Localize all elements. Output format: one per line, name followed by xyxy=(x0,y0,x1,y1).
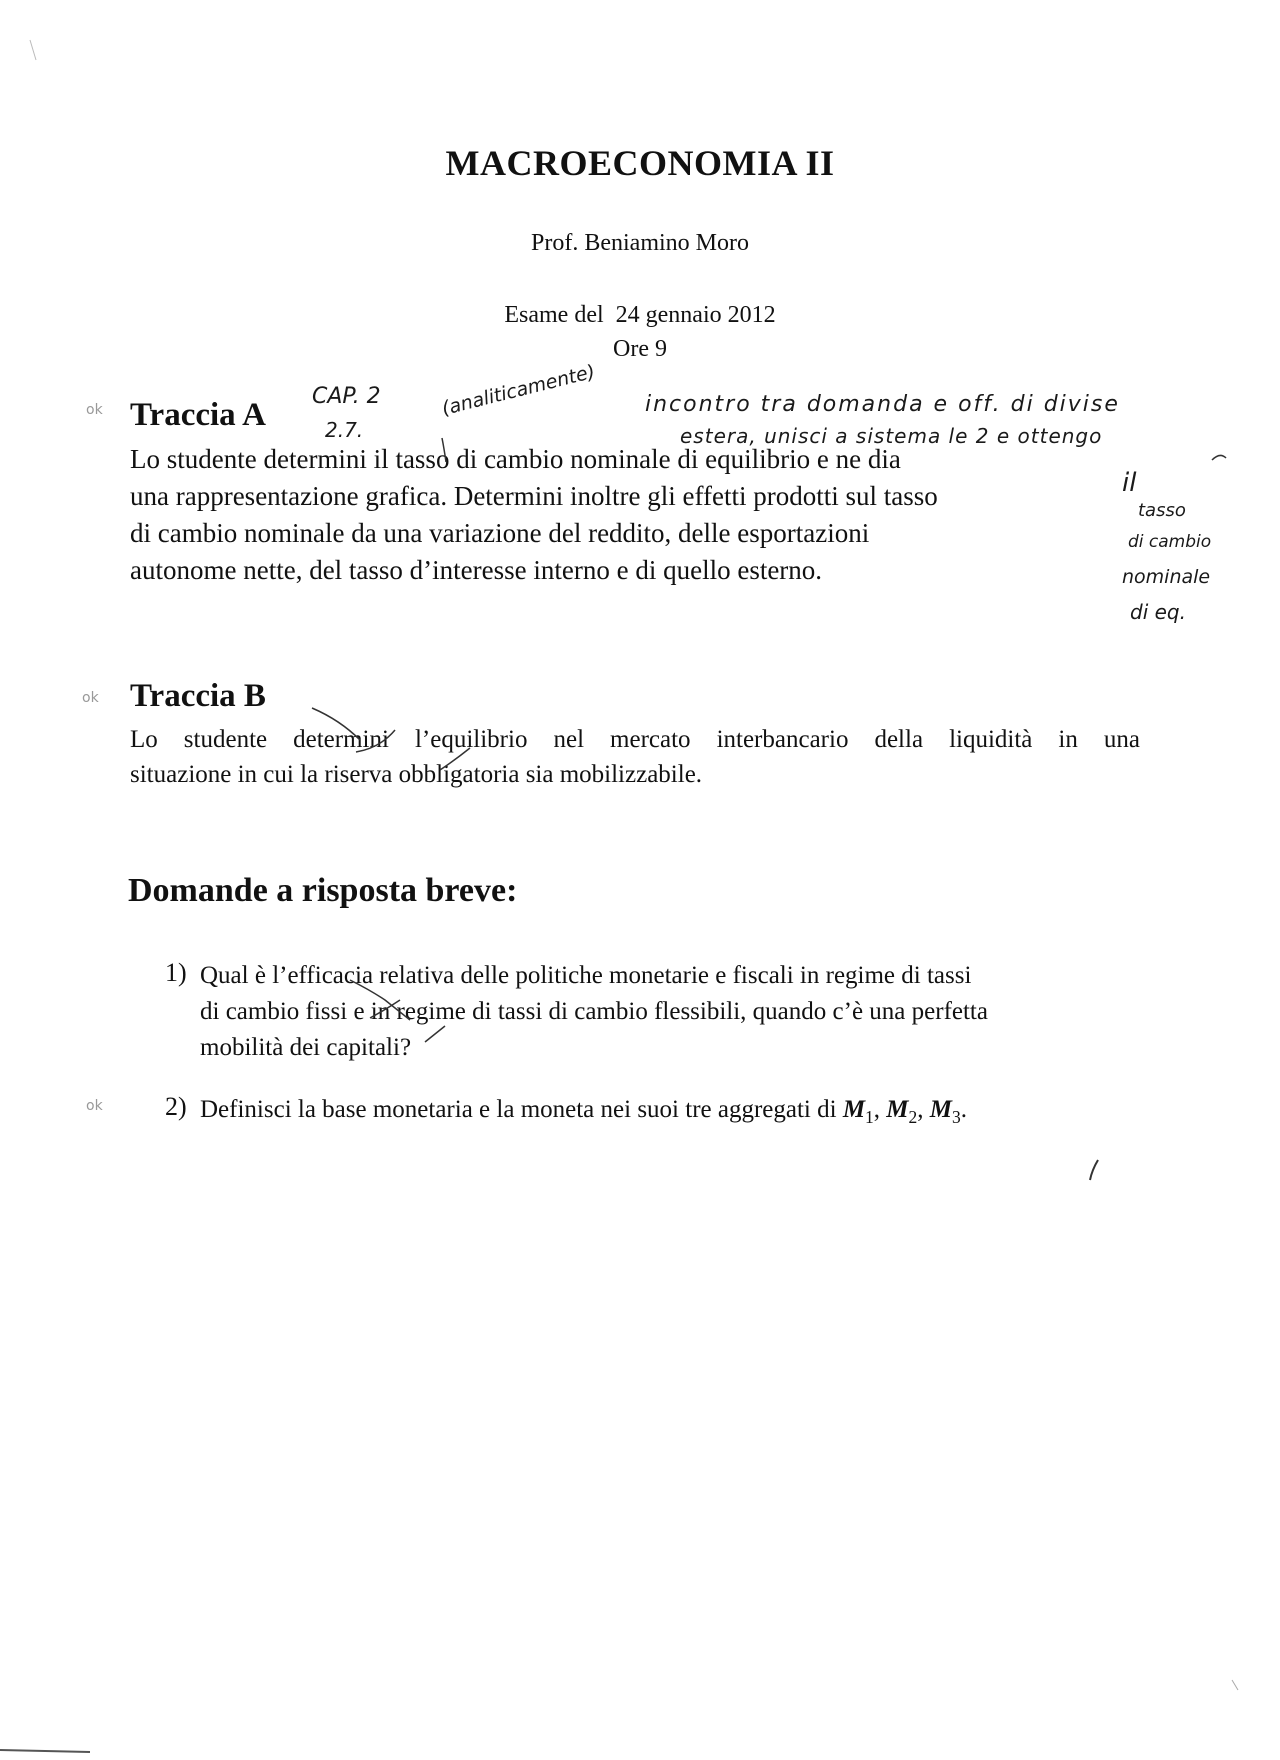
handwritten-di-eq: di eq. xyxy=(1130,600,1186,624)
handwritten-note-line2: estera, unisci a sistema le 2 e ottengo xyxy=(680,424,1103,448)
pen-stroke xyxy=(350,980,410,1020)
aggregate-m2: M xyxy=(886,1096,909,1123)
pen-stroke xyxy=(356,730,395,752)
aggregate-m3: M xyxy=(929,1096,953,1123)
margin-mark-b: ok xyxy=(82,690,99,706)
aggregate-m2-sub: 2 xyxy=(908,1107,918,1127)
exam-date: Esame del 24 gennaio 2012 xyxy=(504,302,776,328)
scan-speck xyxy=(1232,1680,1238,1690)
traccia-a-line: Lo studente determini il tasso di cambio nominale di equilibrio e ne dia xyxy=(130,444,901,474)
margin-mark-q2: ok xyxy=(86,1098,103,1114)
traccia-b-line: situazione in cui la riserva obbligatoria sia mobilizzabile. xyxy=(130,761,703,788)
question-1-line: mobilità dei capitali? xyxy=(200,1034,412,1061)
handwritten-note-line1: incontro tra domanda e off. di divise xyxy=(645,392,1120,417)
pen-stroke xyxy=(312,708,360,740)
traccia-a-line: una rappresentazione grafica. Determini inoltre gli effetti prodotti sul tasso xyxy=(130,481,938,511)
handwritten-analiticamente: (analiticamente) xyxy=(439,360,598,420)
professor-name: Prof. Beniamino Moro xyxy=(531,230,749,256)
separator: , xyxy=(873,1096,887,1123)
pen-stroke xyxy=(442,438,446,462)
traccia-a-line: di cambio nominale da una variazione del reddito, delle esportazioni xyxy=(130,518,870,548)
aggregate-m3-sub: 3 xyxy=(952,1107,961,1127)
separator: , xyxy=(917,1096,930,1123)
traccia-a-heading: Traccia A xyxy=(130,397,266,433)
pen-stroke xyxy=(1090,1160,1098,1180)
question-2-prefix: Definisci la base monetaria e la moneta nei suoi tre aggregati di xyxy=(200,1096,843,1123)
aggregate-m1-sub: 1 xyxy=(865,1107,874,1127)
question-1-line: Qual è l’efficacia relativa delle politiche monetarie e fiscali in regime di tassi xyxy=(200,962,972,989)
margin-mark-a: ok xyxy=(86,402,103,418)
handwritten-di-cambio: di cambio xyxy=(1128,532,1212,552)
handwritten-nominale: nominale xyxy=(1122,566,1211,588)
traccia-a-line: autonome nette, del tasso d’interesse interno e di quello esterno. xyxy=(130,555,823,585)
traccia-b-heading: Traccia B xyxy=(130,678,266,714)
exam-time: Ore 9 xyxy=(613,336,667,362)
question-1-number: 1) xyxy=(165,958,187,987)
handwritten-cap-ref: CAP. 2 xyxy=(312,384,381,409)
pen-stroke xyxy=(1212,455,1226,460)
traccia-b-line: Lo studente determini l’equilibrio nel mercato interbancario della liquidità in una xyxy=(130,726,1140,753)
period: . xyxy=(960,1096,968,1123)
handwritten-il: il xyxy=(1122,468,1137,498)
question-1-line: di cambio fissi e in regime di tassi di cambio flessibili, quando c’è una perfetta xyxy=(200,998,988,1025)
scan-speck xyxy=(30,40,36,60)
pen-stroke xyxy=(440,748,470,770)
domande-heading: Domande a risposta breve: xyxy=(128,872,518,909)
question-2-number: 2) xyxy=(165,1092,187,1121)
scan-edge xyxy=(0,1750,90,1752)
pen-stroke xyxy=(425,1026,445,1042)
page-title: MACROECONOMIA II xyxy=(445,143,835,183)
handwritten-cap-sub: 2.7. xyxy=(325,418,364,442)
handwritten-tasso: tasso xyxy=(1138,500,1186,521)
aggregate-m1: M xyxy=(842,1096,866,1123)
